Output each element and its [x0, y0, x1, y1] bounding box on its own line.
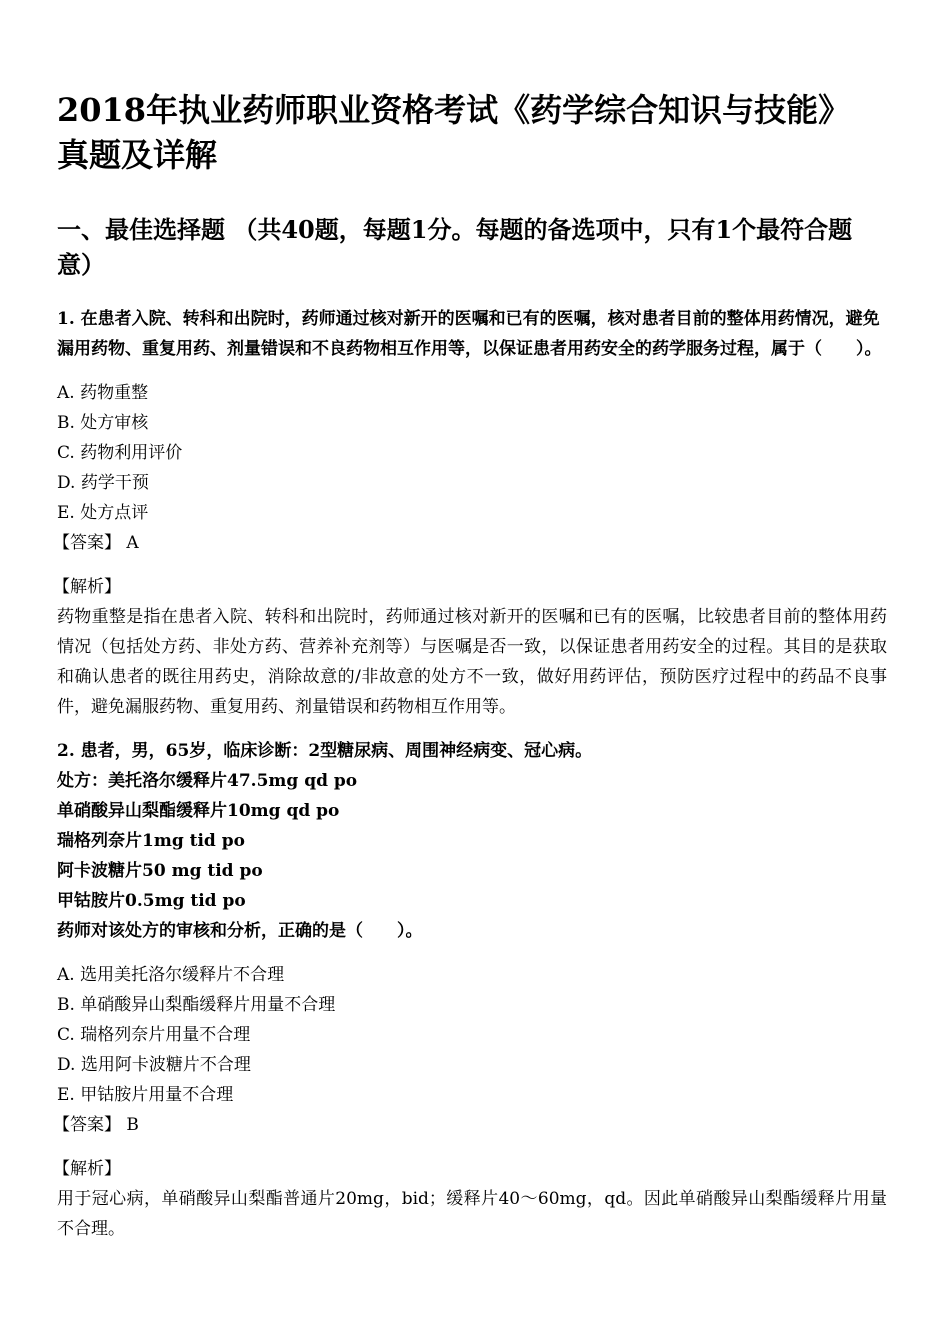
question-text: 在患者入院、转科和出院时，药师通过核对新开的医嘱和已有的医嘱，核对患者目前的整体用药情况，避免漏用药物、重复用药、剂量错误和不良药物相互作用等，以保证患者用药安全的药学服务过程，属于（ ）。 [57, 309, 882, 359]
analysis-label: 【解析】 [53, 1159, 121, 1179]
prescription-line-1: 处方：美托洛尔缓释片47.5mg qd po [57, 771, 358, 791]
option-e: E. 处方点评 [57, 503, 149, 523]
option-d: D. 药学干预 [57, 473, 149, 493]
option-b: B. 处方审核 [57, 413, 149, 433]
option-c: C. 瑞格列奈片用量不合理 [57, 1025, 251, 1045]
option-b: B. 单硝酸异山梨酯缓释片用量不合理 [57, 995, 336, 1015]
document-title: 2018年执业药师职业资格考试《药学综合知识与技能》真题及详解 [57, 91, 835, 174]
question-number: 2. [57, 741, 75, 761]
question-stem [57, 736, 887, 946]
question-number: 1. [57, 309, 75, 329]
question-2 [53, 736, 887, 1244]
stem-line-1: 2. 患者，男，65岁，临床诊断：2型糖尿病、周围神经病变、冠心病。 [57, 741, 593, 761]
question-prompt: 药师对该处方的审核和分析，正确的是（ ）。 [57, 921, 423, 941]
analysis-text: 用于冠心病，单硝酸异山梨酯普通片20mg，bid；缓释片40～60mg，qd。因此单硝酸异山梨酯缓释片用量不合理。 [57, 1189, 887, 1239]
answer: 【答案】 B [53, 1115, 139, 1135]
question-1 [53, 304, 887, 722]
option-c: C. 药物利用评价 [57, 443, 183, 463]
analysis-label: 【解析】 [53, 577, 121, 597]
section-title: 一、最佳选择题 （共40题，每题1分。每题的备选项中，只有1个最符合题意） [57, 215, 853, 279]
option-d: D. 选用阿卡波糖片不合理 [57, 1055, 251, 1075]
prescription-line-5: 甲钴胺片0.5mg tid po [57, 891, 246, 911]
document-page [53, 88, 887, 1258]
option-e: E. 甲钴胺片用量不合理 [57, 1085, 234, 1105]
option-a: A. 药物重整 [57, 383, 149, 403]
answer: 【答案】 A [53, 533, 139, 553]
option-list [57, 960, 887, 1110]
analysis-text: 药物重整是指在患者入院、转科和出院时，药师通过核对新开的医嘱和已有的医嘱，比较患者目前的整体用药情况（包括处方药、非处方药、营养补充剂等）与医嘱是否一致，以保证患者用药安全的过程。其目的是获取和确认患者的既往用药史，消除故意的/非故意的处方不一致，做好用药评估，预防医疗过程中的药品不良事件，避免漏服药物、重复用药、剂量错误和药物相互作用等。 [57, 607, 887, 717]
question-stem [57, 304, 887, 364]
option-list [57, 378, 887, 528]
prescription-line-2: 单硝酸异山梨酯缓释片10mg qd po [57, 801, 340, 821]
prescription-line-3: 瑞格列奈片1mg tid po [57, 831, 245, 851]
option-a: A. 选用美托洛尔缓释片不合理 [57, 965, 285, 985]
prescription-line-4: 阿卡波糖片50 mg tid po [57, 861, 263, 881]
